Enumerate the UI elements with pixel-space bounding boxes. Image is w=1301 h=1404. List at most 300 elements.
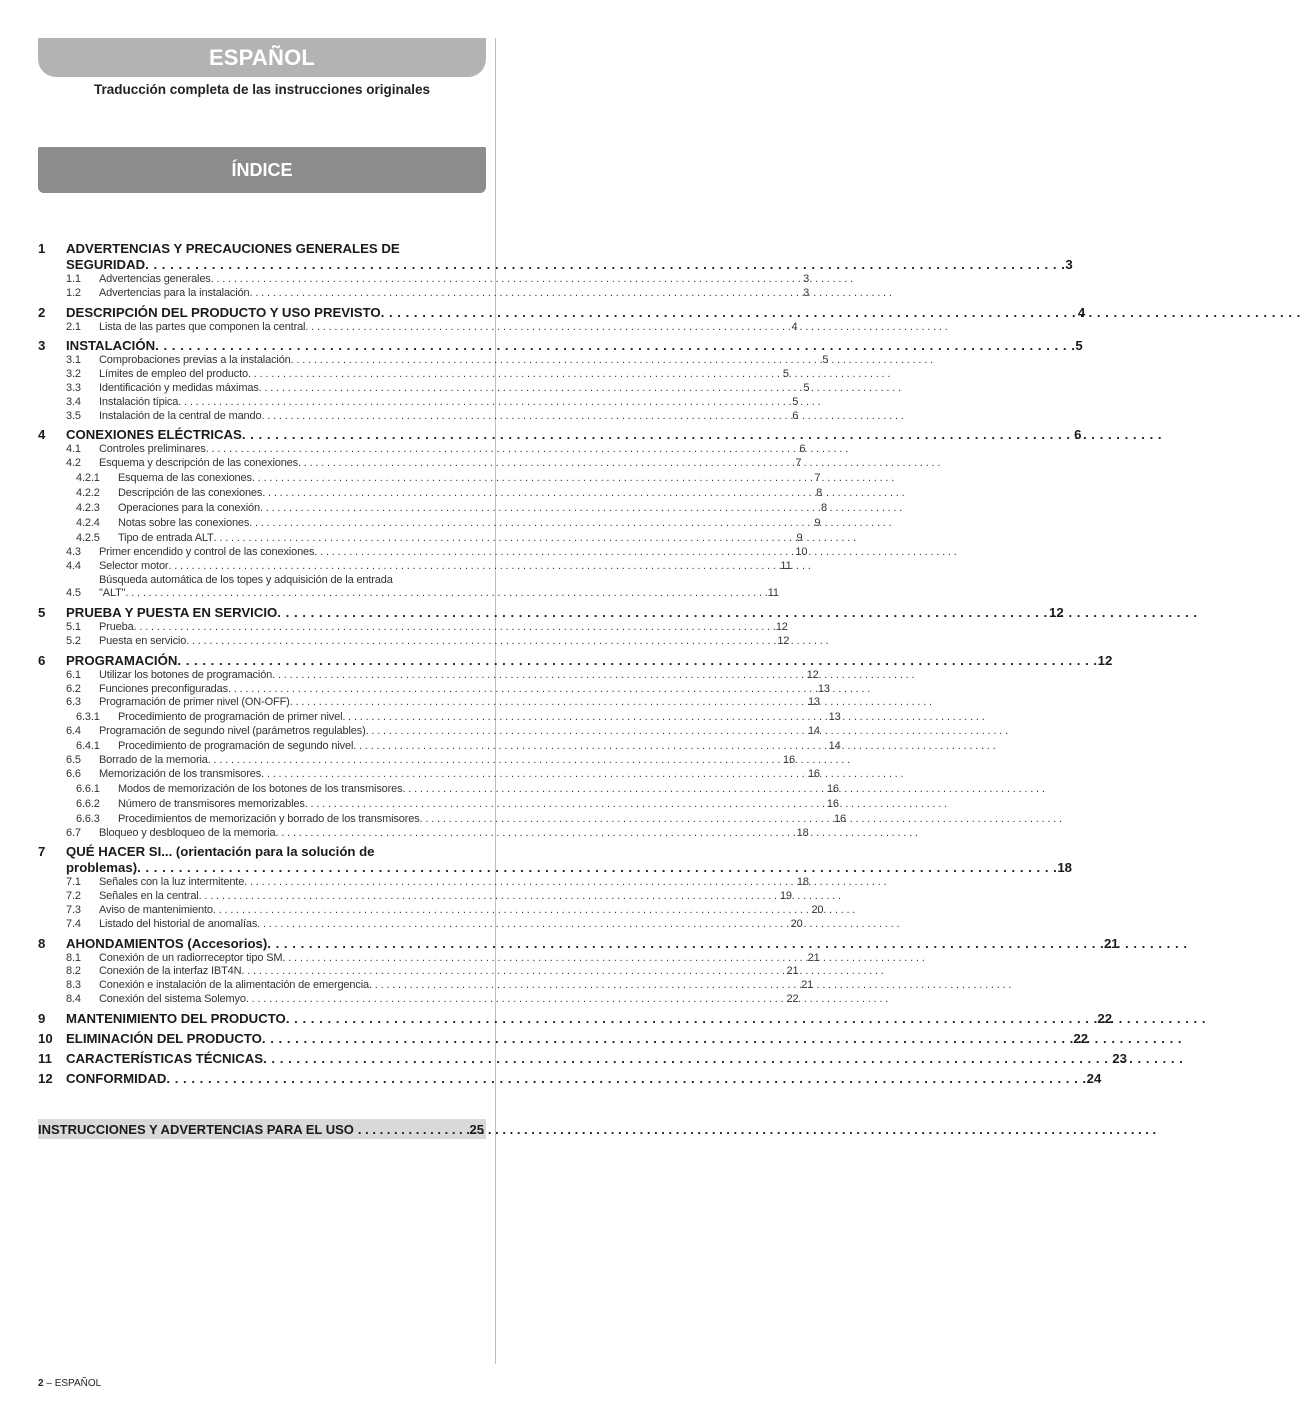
subsection-title: Aviso de mantenimiento xyxy=(99,903,213,916)
section-page: 21 xyxy=(1103,935,1119,951)
subsection-body xyxy=(99,546,807,560)
subsection-page: 21 xyxy=(786,965,799,978)
subsection-body xyxy=(99,993,798,1007)
section-page: 22 xyxy=(1073,1030,1089,1046)
subsection-page: 16 xyxy=(826,797,839,810)
toc-subsection-3.2[interactable] xyxy=(38,368,789,382)
subsection-number: 4.2.2 xyxy=(76,486,100,499)
subsection-body xyxy=(99,696,820,710)
dot-leader xyxy=(272,669,807,683)
toc-subsection-4.2.2[interactable] xyxy=(38,486,823,501)
toc-subsection-7.3[interactable] xyxy=(38,903,824,918)
subsection-title-line xyxy=(99,621,788,635)
toc-subsection-3.1[interactable] xyxy=(38,354,829,368)
section-title-tail xyxy=(66,257,1073,273)
subsection-title-line xyxy=(118,710,841,725)
toc-subsection-6.3.1[interactable] xyxy=(38,710,841,725)
subsection-body xyxy=(99,890,792,904)
toc-subsection-6.6.3[interactable] xyxy=(38,812,846,827)
subsection-title-line xyxy=(99,952,820,966)
subsection-title-cont: "ALT" xyxy=(99,587,126,600)
toc-subsection-6.6.1[interactable] xyxy=(38,782,839,797)
section-body xyxy=(66,241,1073,273)
subsection-body xyxy=(118,471,820,486)
subsection-title-line xyxy=(99,396,798,410)
subsection-title: Señales con la luz intermitente xyxy=(99,876,245,889)
subsection-title-line xyxy=(99,725,820,739)
section-body xyxy=(66,1071,1101,1087)
final-entry-page: 25 xyxy=(469,1121,484,1137)
subsection-body xyxy=(118,782,839,797)
section-number: 9 xyxy=(38,1010,46,1026)
subsection-number: 5.1 xyxy=(66,621,81,634)
subsection-title: Prueba xyxy=(99,621,134,634)
subsection-number: 3.4 xyxy=(66,395,81,408)
dot-leader xyxy=(298,457,795,471)
subsection-number: 6.6.2 xyxy=(76,797,100,810)
section-title: DESCRIPCIÓN DEL PRODUCTO Y USO PREVISTO xyxy=(66,304,381,320)
subsection-page: 19 xyxy=(779,890,792,903)
subsection-body xyxy=(99,321,797,335)
subsection-title-line xyxy=(99,321,797,335)
toc-section-4[interactable] xyxy=(38,427,1082,443)
subsection-page: 9 xyxy=(814,516,821,529)
footer-separator: – xyxy=(43,1378,55,1389)
dot-leader xyxy=(199,890,780,904)
subsection-body xyxy=(99,382,809,396)
toc-section-9[interactable] xyxy=(38,1010,1113,1027)
subsection-page: 16 xyxy=(783,753,795,766)
dot-leader xyxy=(178,396,792,410)
subsection-page: 13 xyxy=(828,711,841,724)
toc-subsection-4.2.4[interactable] xyxy=(38,516,821,531)
section-title: CONFORMIDAD xyxy=(66,1070,167,1086)
index-banner xyxy=(38,147,486,193)
toc-subsection-8.2[interactable] xyxy=(38,965,799,979)
subsection-page: 5 xyxy=(803,381,810,394)
section-title: ADVERTENCIAS Y PRECAUCIONES GENERALES DE xyxy=(66,241,400,256)
subsection-title: Descripción de las conexiones xyxy=(118,486,263,499)
section-body xyxy=(66,338,1083,354)
subsection-page: 14 xyxy=(807,725,820,738)
section-body xyxy=(66,1031,1088,1047)
toc-section-1[interactable] xyxy=(38,241,1073,273)
footer-language: ESPAÑOL xyxy=(54,1378,102,1389)
subsection-body xyxy=(99,287,809,301)
subsection-title: Utilizar los botones de programación xyxy=(99,668,273,681)
toc-subsection-8.1[interactable] xyxy=(38,951,820,966)
subsection-number: 8.3 xyxy=(66,979,81,992)
subsection-number: 6.6 xyxy=(66,767,81,780)
subsection-title: Procedimiento de programación de segundo nivel xyxy=(118,739,354,752)
subsection-body xyxy=(99,354,828,368)
subsection-body xyxy=(118,812,846,827)
dot-leader xyxy=(208,754,783,768)
subsection-title-line xyxy=(118,486,822,501)
subsection-title: Esquema y descripción de las conexiones xyxy=(99,457,298,470)
section-title-tail xyxy=(66,860,1072,876)
subsection-title: Borrado de la memoria xyxy=(99,753,208,766)
subsection-number: 4.2.4 xyxy=(76,516,100,529)
toc-subsection-3.4[interactable] xyxy=(38,395,799,410)
subsection-title-line xyxy=(99,368,789,382)
dot-leader xyxy=(260,501,821,516)
toc-subsection-3.3[interactable] xyxy=(38,381,810,396)
section-number: 4 xyxy=(38,427,46,443)
section-title: QUÉ HACER SI... (orientación para la solución de xyxy=(66,844,375,860)
subsection-title-line xyxy=(99,635,789,649)
section-page: 12 xyxy=(1049,605,1064,621)
subsection-number: 4.2.5 xyxy=(76,531,100,544)
subsection-page: 8 xyxy=(816,486,823,499)
subsection-title-line xyxy=(99,273,809,287)
subsection-body xyxy=(99,918,803,932)
dot-leader xyxy=(358,1122,470,1137)
subsection-title: Conexión de un radiorreceptor tipo SM xyxy=(99,951,283,964)
subsection-title-line xyxy=(99,696,820,710)
subsection-page: 22 xyxy=(786,992,799,1005)
toc-subsection-6.4.1[interactable] xyxy=(38,739,841,754)
dot-leader xyxy=(314,546,795,560)
toc-section-11[interactable] xyxy=(38,1050,1127,1067)
dot-leader xyxy=(261,410,792,424)
subsection-body xyxy=(99,725,820,739)
subsection-number: 5.2 xyxy=(66,634,81,647)
dot-leader xyxy=(263,1051,1112,1067)
toc-section-6[interactable] xyxy=(38,652,1113,669)
subsection-title-line xyxy=(99,754,795,768)
subsection-title-line xyxy=(99,287,809,301)
subsection-title-line xyxy=(99,546,807,560)
subsection-body xyxy=(118,531,803,546)
toc-subsection-2.1[interactable] xyxy=(38,320,798,335)
subsection-body xyxy=(99,635,789,649)
subsection-title-line xyxy=(99,904,823,918)
dot-leader xyxy=(277,605,1049,621)
toc-subsection-8.3[interactable] xyxy=(38,979,814,993)
toc-subsection-3.5[interactable] xyxy=(38,409,799,424)
section-page: 4 xyxy=(1077,304,1086,320)
section-title-cont: problemas) xyxy=(66,860,138,876)
subsection-title-line xyxy=(99,965,798,979)
subsection-title: Advertencias para la instalación xyxy=(99,286,250,299)
subsection-number: 4.5 xyxy=(66,587,81,600)
subsection-page: 14 xyxy=(828,739,841,752)
subsection-number: 6.3 xyxy=(66,696,81,709)
subsection-body xyxy=(99,396,798,410)
subsection-body xyxy=(99,621,788,635)
subsection-page: 11 xyxy=(767,587,779,600)
subsection-page: 5 xyxy=(792,395,799,408)
toc-subsection-4.5[interactable] xyxy=(38,573,779,602)
subsection-title: Esquema de las conexiones xyxy=(118,471,252,484)
dot-leader xyxy=(246,993,787,1007)
toc-subsection-6.7[interactable] xyxy=(38,826,809,841)
dot-leader xyxy=(177,653,1097,669)
toc-subsection-6.3[interactable] xyxy=(38,696,820,710)
dot-leader xyxy=(214,531,797,546)
toc-subsection-1.2[interactable] xyxy=(38,286,810,301)
section-title: AHONDAMIENTOS (Accesorios) xyxy=(66,935,268,951)
dot-leader xyxy=(286,1011,1098,1027)
subsection-page: 4 xyxy=(791,320,798,333)
toc-section-12[interactable] xyxy=(38,1070,1102,1087)
subsection-page: 12 xyxy=(777,634,790,647)
subsection-number: 4.2 xyxy=(66,457,81,470)
dot-leader xyxy=(290,696,808,710)
subsection-number: 7.2 xyxy=(66,890,81,903)
subsection-page: 21 xyxy=(801,979,814,992)
subsection-page: 18 xyxy=(796,876,809,889)
section-number: 12 xyxy=(38,1070,53,1086)
section-title-cont: SEGURIDAD xyxy=(66,257,146,272)
subsection-title-line xyxy=(118,516,820,531)
section-page: 12 xyxy=(1097,652,1113,668)
subsection-number: 6.6.3 xyxy=(76,812,100,825)
dot-leader xyxy=(241,965,786,979)
subsection-page: 5 xyxy=(822,354,829,367)
subsection-title: Controles preliminares xyxy=(99,443,206,456)
final-entry-title: INSTRUCCIONES Y ADVERTENCIAS PARA EL USO xyxy=(38,1121,354,1137)
dot-leader xyxy=(262,486,816,501)
subsection-number: 2.1 xyxy=(66,320,81,333)
section-body xyxy=(66,653,1112,669)
section-body xyxy=(66,427,1082,443)
dot-leader xyxy=(168,560,780,574)
subsection-page: 10 xyxy=(795,545,808,558)
dot-leader xyxy=(228,683,818,697)
dot-leader xyxy=(261,768,808,782)
subsection-page: 3 xyxy=(803,273,810,285)
toc-subsection-6.4[interactable] xyxy=(38,725,820,739)
subsection-page: 6 xyxy=(792,409,799,422)
toc-subsection-4.1[interactable] xyxy=(38,443,806,457)
language-title: ESPAÑOL xyxy=(208,44,316,70)
toc-subsection-7.2[interactable] xyxy=(38,890,792,904)
subsection-title: Instalación típica xyxy=(99,395,179,408)
subsection-title: Modos de memorización de los botones de los transmisores xyxy=(118,782,403,795)
subsection-page: 16 xyxy=(826,782,839,795)
subsection-number: 4.4 xyxy=(66,559,81,572)
dot-leader xyxy=(206,443,800,457)
subsection-number: 6.3.1 xyxy=(76,711,100,724)
subsection-number: 7.1 xyxy=(66,876,81,889)
section-title-line xyxy=(66,427,1082,443)
subsection-number: 6.4 xyxy=(66,725,81,738)
subsection-page: 9 xyxy=(796,531,803,544)
subsection-page: 12 xyxy=(775,621,788,634)
dot-leader xyxy=(262,1031,1074,1047)
subsection-number: 8.2 xyxy=(66,965,81,978)
subsection-number: 4.2.3 xyxy=(76,501,100,514)
subsection-page: 18 xyxy=(796,826,809,839)
subsection-body xyxy=(99,827,809,841)
subsection-body xyxy=(99,768,820,782)
subsection-number: 7.4 xyxy=(66,917,81,930)
section-page: 6 xyxy=(1074,427,1082,443)
section-number: 11 xyxy=(38,1050,52,1066)
subsection-title: Funciones preconfiguradas xyxy=(99,682,228,695)
subsection-title: Notas sobre las conexiones xyxy=(118,516,250,529)
subsection-title-line xyxy=(99,457,801,471)
subsection-page: 12 xyxy=(806,668,819,681)
section-body xyxy=(66,305,1085,321)
subsection-title-line xyxy=(99,827,809,841)
section-title-line xyxy=(66,936,1119,952)
dot-leader xyxy=(137,860,1057,876)
toc-section-3[interactable] xyxy=(38,338,1083,354)
toc-subsection-4.4[interactable] xyxy=(38,559,792,574)
subsection-number: 6.6.1 xyxy=(76,782,100,795)
toc-section-8[interactable] xyxy=(38,935,1119,952)
subsection-title: Conexión de la interfaz IBT4N xyxy=(99,965,242,978)
subsection-title-line xyxy=(99,876,809,890)
dot-leader xyxy=(134,621,776,635)
page-footer xyxy=(38,1378,101,1389)
subsection-title: Número de transmisores memorizables xyxy=(118,797,305,810)
subsection-body xyxy=(99,965,798,979)
subsection-page: 16 xyxy=(807,767,820,780)
subsection-title: Advertencias generales xyxy=(99,273,211,285)
subsection-title: Conexión del sistema Solemyo xyxy=(99,992,246,1005)
toc-subsection-7.1[interactable] xyxy=(38,876,809,890)
toc-subsection-4.2[interactable] xyxy=(38,457,802,471)
dot-leader xyxy=(276,827,797,841)
subsection-number: 4.3 xyxy=(66,545,81,558)
section-title: PRUEBA Y PUESTA EN SERVICIO xyxy=(66,605,278,621)
subsection-body xyxy=(118,501,827,516)
dot-leader xyxy=(259,382,804,396)
dot-leader xyxy=(125,587,767,601)
toc-section-7[interactable] xyxy=(38,844,1072,876)
section-page: 24 xyxy=(1086,1070,1102,1086)
subsection-title-line xyxy=(99,382,809,396)
section-body xyxy=(66,844,1072,876)
dot-leader xyxy=(145,257,1065,273)
subsection-page: 7 xyxy=(814,471,821,484)
subsection-body xyxy=(118,797,839,812)
section-number: 8 xyxy=(38,935,46,951)
subsection-title-line xyxy=(118,797,839,812)
toc-subsection-4.2.3[interactable] xyxy=(38,501,827,516)
subsection-title-line xyxy=(118,782,839,797)
subsection-number: 6.4.1 xyxy=(76,739,100,752)
subsection-page: 5 xyxy=(782,368,789,381)
translation-subtitle: Traducción completa de las instrucciones originales xyxy=(93,82,431,97)
section-number: 7 xyxy=(38,844,46,860)
subsection-page: 16 xyxy=(833,812,846,825)
subsection-title: Procedimientos de memorización y borrado de los transmisores xyxy=(118,812,420,825)
toc-subsection-4.2.1[interactable] xyxy=(38,471,821,486)
section-title: MANTENIMIENTO DEL PRODUCTO xyxy=(66,1010,286,1026)
section-title: CONEXIONES ELÉCTRICAS xyxy=(66,427,242,443)
subsection-number: 8.1 xyxy=(66,951,81,964)
toc-section-5[interactable] xyxy=(38,605,1064,621)
subsection-title-line xyxy=(118,812,846,827)
subsection-body xyxy=(99,457,801,471)
subsection-number: 3.3 xyxy=(66,381,81,394)
subsection-page: 11 xyxy=(780,559,792,572)
toc-subsection-6.2[interactable] xyxy=(38,682,830,697)
subsection-body xyxy=(99,669,819,683)
toc-section-10[interactable] xyxy=(38,1030,1089,1047)
section-number: 3 xyxy=(38,338,46,354)
subsection-title-line xyxy=(118,531,803,546)
toc-subsection-8.4[interactable] xyxy=(38,992,799,1007)
section-title-line xyxy=(66,305,1085,321)
dot-leader xyxy=(353,739,828,754)
subsection-number: 4.1 xyxy=(66,443,81,456)
toc-subsection-6.6.2[interactable] xyxy=(38,797,839,812)
section-body xyxy=(66,1051,1127,1067)
toc-section-2[interactable] xyxy=(38,304,1086,321)
subsection-title: Puesta en servicio xyxy=(99,634,187,647)
subsection-title: Instalación de la central de mando xyxy=(99,409,262,422)
subsection-title-line xyxy=(99,918,803,932)
subsection-number: 6.1 xyxy=(66,668,81,681)
toc-subsection-4.3[interactable] xyxy=(38,545,808,560)
subsection-title-line xyxy=(118,501,827,516)
subsection-title: Selector motor xyxy=(99,559,169,572)
dot-leader xyxy=(369,979,801,993)
subsection-page: 8 xyxy=(821,501,827,514)
subsection-title: Conexión e instalación de la alimentación de emergencia xyxy=(99,979,369,992)
toc-subsection-5.1[interactable] xyxy=(38,621,788,635)
subsection-title: Listado del historial de anomalías xyxy=(99,917,258,930)
footer-page-number: 2 xyxy=(38,1378,44,1389)
subsection-page: 3 xyxy=(803,286,810,299)
toc-subsection-7.4[interactable] xyxy=(38,917,803,932)
dot-leader xyxy=(213,904,812,918)
toc-subsection-6.5[interactable] xyxy=(38,753,795,768)
dot-leader xyxy=(155,338,1075,354)
toc-subsection-4.2.5[interactable] xyxy=(38,531,803,546)
subsection-body xyxy=(118,739,841,754)
section-title: INSTALACIÓN xyxy=(66,338,156,354)
subsection-body xyxy=(99,273,809,287)
dot-leader xyxy=(248,368,783,382)
subsection-body xyxy=(99,410,798,424)
subsection-title-tail xyxy=(99,587,779,601)
dot-leader xyxy=(252,471,815,486)
section-number: 1 xyxy=(38,241,46,256)
section-number: 2 xyxy=(38,304,46,320)
subsection-title: Comprobaciones previas a la instalación xyxy=(99,354,291,367)
subsection-title: Memorización de los transmisores xyxy=(99,767,262,780)
subsection-page: 7 xyxy=(795,457,802,470)
dot-leader xyxy=(166,1071,1086,1087)
toc-subsection-6.1[interactable] xyxy=(38,668,819,683)
subsection-page: 20 xyxy=(811,903,824,916)
subsection-title-line xyxy=(99,560,792,574)
subsection-title-line xyxy=(118,471,820,486)
subsection-title-line xyxy=(99,410,798,424)
subsection-body xyxy=(99,368,789,382)
dot-leader xyxy=(257,918,791,932)
subsection-page: 6 xyxy=(799,443,806,456)
section-title-line xyxy=(66,338,1083,354)
toc-subsection-6.6[interactable] xyxy=(38,767,820,782)
section-body xyxy=(66,605,1064,621)
toc-subsection-5.2[interactable] xyxy=(38,634,790,649)
toc-final-entry[interactable] xyxy=(38,1119,486,1139)
subsection-number: 7.3 xyxy=(66,903,81,916)
subsection-title: Programación de primer nivel (ON-OFF) xyxy=(99,696,290,709)
toc-subsection-1.1[interactable] xyxy=(38,273,810,287)
subsection-body xyxy=(99,979,813,993)
subsection-title: Bloqueo y desbloqueo de la memoria xyxy=(99,826,276,839)
subsection-number: 6.7 xyxy=(66,826,81,839)
